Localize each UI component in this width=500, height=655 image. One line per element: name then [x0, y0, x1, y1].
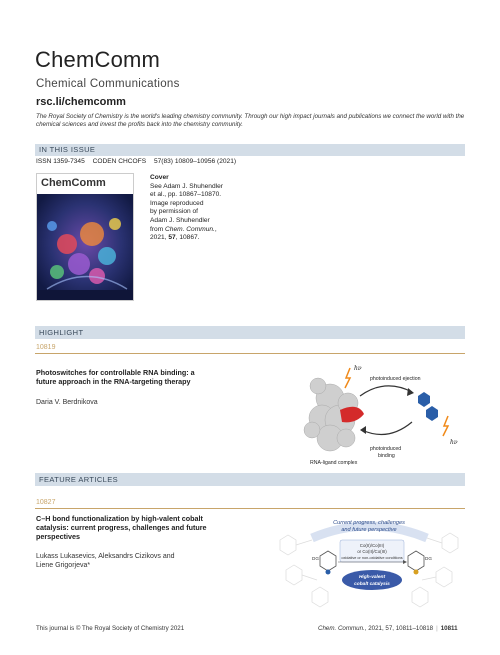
cover-image[interactable] [36, 173, 134, 301]
journal-title: ChemComm [35, 47, 161, 72]
journal-subtitle: Chemical Communications [36, 78, 180, 90]
binding-label-1: photoinduced [370, 446, 402, 452]
conditions-text-1: Co(II)/Co(III) [359, 543, 385, 548]
catalysis-text-2: cobalt catalysis [354, 582, 390, 587]
section-header-in-this-issue: IN THIS ISSUE [35, 144, 465, 156]
complex-label: RNA-ligand complex [310, 460, 358, 466]
feature-graphical-abstract [272, 510, 467, 610]
feature-article-title[interactable]: C–H bond functionalization by high-valent cobalt catalysis: current progress, challenges and future perspectives [36, 514, 207, 542]
highlight-page-number[interactable]: 10819 [36, 344, 56, 351]
issue-metadata [36, 158, 242, 165]
light-bolt-icon [443, 416, 448, 436]
highlight-graphical-abstract [300, 358, 465, 470]
banner-text-2: and future perspective [341, 527, 397, 533]
cover-caption-line: See Adam J. Shuhendler [150, 182, 223, 190]
footer-citation: Chem. Commun., 2021, 57, 10811–10818 | 10811 [318, 625, 458, 632]
cover-logo: ChemComm [41, 177, 106, 189]
photoswitch-molecule [418, 392, 430, 407]
cover-caption-line: Image reproduced [150, 199, 204, 207]
footer-page-number: 10811 [440, 625, 458, 632]
feature-page-number[interactable]: 10827 [36, 499, 56, 506]
cover-caption-line: et al., pp. 10867–10870. [150, 191, 222, 199]
binding-arrow [362, 422, 412, 435]
photoswitch-molecule [426, 406, 438, 421]
hv-label: hν [450, 439, 458, 446]
volume-pages-text: 57(83) 10809–10956 (2021) [153, 158, 237, 165]
feature-authors: Lukass Lukasevics, Aleksandrs Cizikovs and Liene Grigorjeva* [36, 553, 175, 569]
h-atom-marker [326, 570, 331, 575]
fg-marker [414, 570, 419, 575]
cover-artwork [37, 194, 134, 301]
cover-caption-line: from Chem. Commun., [150, 225, 217, 233]
ligand-shape [340, 407, 364, 423]
cover-header [37, 174, 133, 194]
conditions-text-2: or Co(II)/Co(III) [357, 549, 387, 554]
banner-text-1: Current progress, challenges [333, 520, 405, 526]
highlight-rule [35, 353, 465, 354]
hv-label: hν [354, 365, 362, 372]
ejection-label: photoinduced ejection [370, 376, 421, 382]
footer-copyright: This journal is © The Royal Society of Chemistry 2021 [36, 625, 185, 632]
highlight-article-title[interactable]: Photoswitches for controllable RNA binding: a future approach in the RNA-targeting therapy [36, 368, 195, 387]
cover-caption-heading: Cover [150, 174, 169, 181]
binding-label-2: binding [378, 453, 395, 459]
light-bolt-icon [345, 368, 350, 388]
product-ring [408, 551, 424, 571]
issn-text: ISSN 1359-7345 [36, 158, 85, 165]
society-blurb: The Royal Society of Chemistry is the world's leading chemistry community. Through our high impact journals and publications we connect the world with the chemical sciences and invest the profits back into the chemistry community. [36, 113, 465, 128]
highlight-authors: Daria V. Berdnikova [36, 399, 98, 406]
cover-caption-line: Adam J. Shuhendler [150, 216, 210, 224]
cover-caption-line: by permission of [150, 208, 199, 216]
cover-caption [150, 174, 230, 243]
section-header-feature-articles: FEATURE ARTICLES [35, 473, 465, 486]
catalysis-text-1: High-valent [358, 575, 386, 580]
dg-label-right: DG [425, 556, 432, 561]
journal-url[interactable]: rsc.li/chemcomm [36, 96, 126, 108]
cover-caption-line: 2021, 57, 10867. [150, 234, 200, 242]
coden-text: CODEN CHCOFS [92, 158, 147, 165]
dg-label-left: DG [312, 556, 319, 561]
ejection-arrow [360, 386, 412, 396]
catalysis-oval [342, 570, 402, 590]
feature-rule [35, 508, 465, 509]
reactant-ring [320, 551, 336, 571]
section-header-highlight: HIGHLIGHT [35, 326, 465, 339]
conditions-text-3: oxidative or non-oxidative conditions [341, 556, 403, 560]
